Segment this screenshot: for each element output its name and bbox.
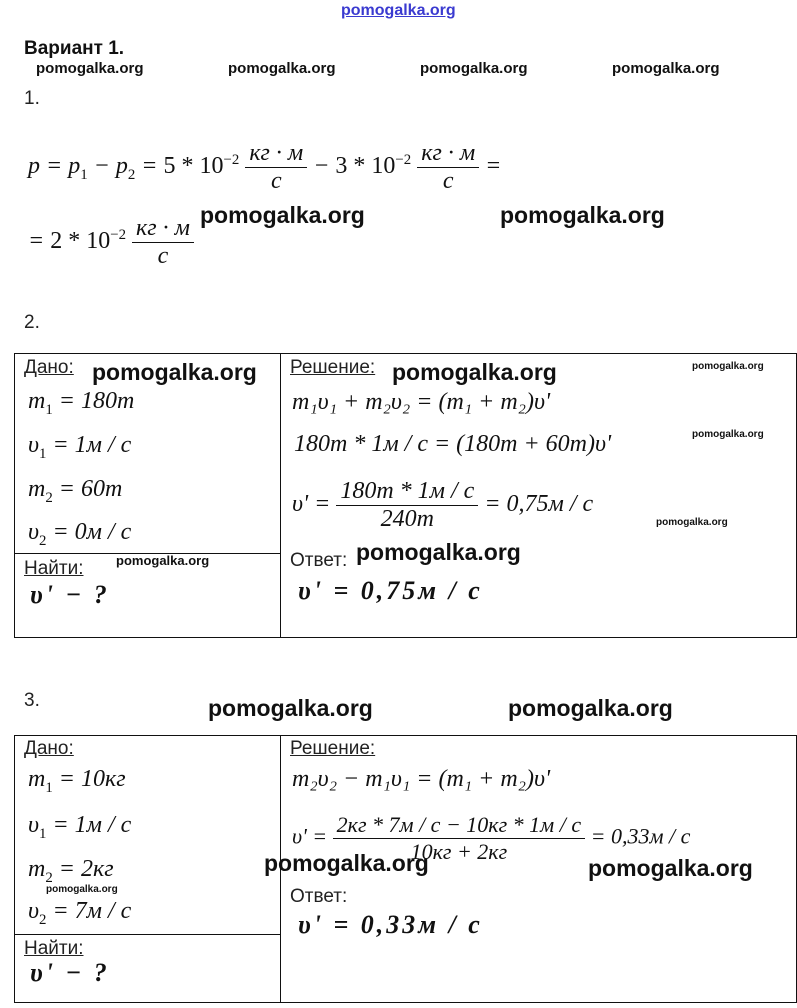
watermark: pomogalka.org — [228, 60, 336, 77]
solution-label: Решение: — [290, 357, 376, 378]
answer-value: υ' = 0,75м / с — [298, 576, 483, 605]
watermark: pomogalka.org — [208, 695, 373, 721]
watermark: pomogalka.org — [264, 850, 429, 876]
watermark: pomogalka.org — [200, 202, 365, 228]
watermark: pomogalka.org — [116, 553, 210, 568]
watermark: pomogalka.org — [356, 539, 521, 565]
answer-label: Ответ: — [290, 550, 348, 571]
problem-1-equation-line1: $p = p_1 - p_2 = 5 * 10^{-2}$ $\frac{кг \cdot м}{с}$ − $3 * 10^{-2}$ $\frac{кг \cdot м}{с}$ = — [28, 140, 502, 194]
watermark: pomogalka.org — [588, 855, 753, 881]
given-label: Дано: — [24, 738, 74, 759]
table-divider — [14, 934, 280, 935]
given-item: $\upsilon_1 = 1м / с$ — [28, 812, 132, 842]
find-value: υ' − ? — [30, 958, 110, 987]
problem-1-equation-line2: = $2 * 10^{-2}$ $\frac{кг \cdot м}{с}$ — [28, 215, 194, 270]
watermark: pomogalka.org — [612, 60, 720, 77]
solution-line: 180т * 1м / с = (180т + 60т)υ' — [294, 431, 612, 457]
solution-label: Решение: — [290, 738, 376, 759]
answer-label: Ответ: — [290, 886, 348, 907]
watermark: pomogalka.org — [656, 517, 728, 528]
given-item: $m_1 = 180т$ — [28, 388, 135, 418]
given-item: $m_2 = 60т$ — [28, 476, 123, 506]
table-divider — [280, 353, 281, 638]
solution-line: υ' = $\frac{180т * 1м / с}{240т}$ = 0,75м / с — [292, 478, 594, 532]
solution-line: υ' = $\frac{2кг * 7м / с - 10кг * 1м / с}{10кг + 2кг}$ = 0,33м / с — [292, 812, 691, 864]
watermark: pomogalka.org — [92, 359, 257, 385]
solution-line: m₁υ₁ + m₂υ₂ = (m₁ + m₂)υ' — [292, 389, 551, 415]
watermark: pomogalka.org — [420, 60, 528, 77]
watermark: pomogalka.org — [392, 359, 557, 385]
given-label: Дано: — [24, 357, 74, 378]
given-item: $m_2 = 2кг$ — [28, 856, 114, 886]
answer-value: υ' = 0,33м / с — [298, 910, 483, 939]
solution-line: m₂υ₂ − m₁υ₁ = (m₁ + m₂)υ' — [292, 766, 551, 792]
watermark: pomogalka.org — [500, 202, 665, 228]
find-label: Найти: — [24, 558, 84, 579]
given-item: $m_1 = 10кг$ — [28, 766, 126, 796]
given-item: $\upsilon_1 = 1м / с$ — [28, 432, 132, 462]
variant-title: Вариант 1. — [24, 38, 125, 59]
problem-3-number: 3. — [24, 690, 40, 711]
given-item: $\upsilon_2 = 7м / с$ — [28, 898, 132, 928]
watermark: pomogalka.org — [36, 60, 144, 77]
site-header-link[interactable]: pomogalka.org — [341, 2, 456, 19]
given-item: $\upsilon_2 = 0м / с$ — [28, 519, 132, 549]
watermark: pomogalka.org — [692, 361, 764, 372]
watermark: pomogalka.org — [692, 429, 764, 440]
problem-1-number: 1. — [24, 88, 40, 109]
watermark: pomogalka.org — [46, 884, 118, 895]
watermark: pomogalka.org — [508, 695, 673, 721]
find-label: Найти: — [24, 938, 84, 959]
find-value: υ' − ? — [30, 580, 110, 609]
problem-2-number: 2. — [24, 312, 40, 333]
